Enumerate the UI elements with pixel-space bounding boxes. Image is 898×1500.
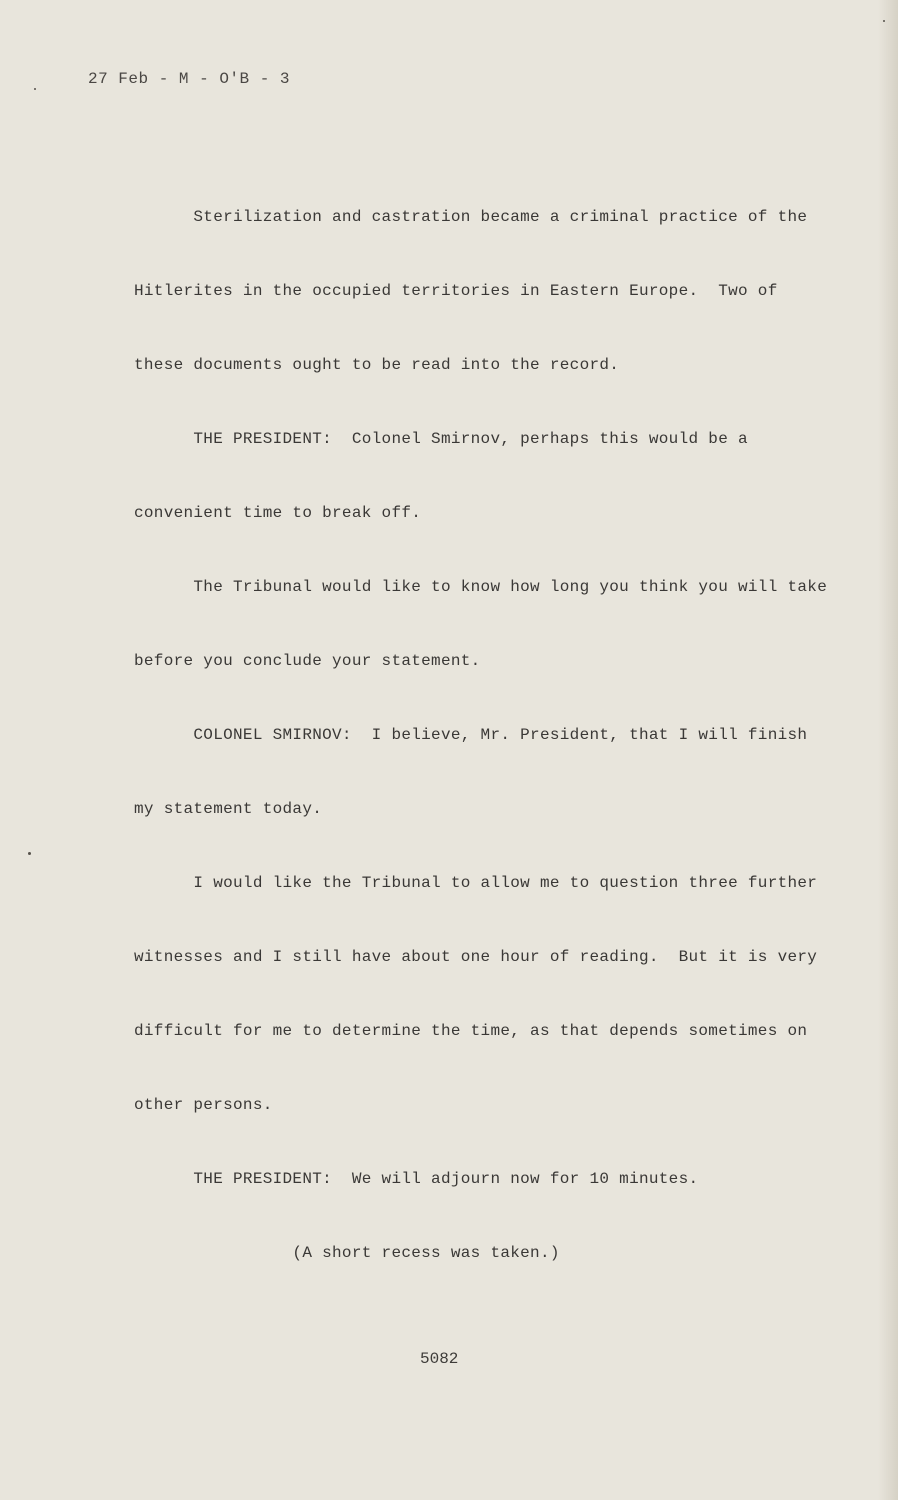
transcript-body xyxy=(134,162,828,1308)
page-number: 5082 xyxy=(420,1350,459,1368)
transcript-line: convenient time to break off. xyxy=(134,504,422,522)
transcript-line: before you conclude your statement. xyxy=(134,652,481,670)
paper-speck xyxy=(883,20,885,22)
transcript-line: COLONEL SMIRNOV: I believe, Mr. President, that I will finish xyxy=(134,726,808,744)
transcript-line: these documents ought to be read into the record. xyxy=(134,356,620,374)
transcript-line: THE PRESIDENT: Colonel Smirnov, perhaps this would be a xyxy=(134,430,748,448)
transcript-line: (A short recess was taken.) xyxy=(134,1244,560,1262)
transcript-line: difficult for me to determine the time, as that depends sometimes on xyxy=(134,1022,808,1040)
transcript-line: Hitlerites in the occupied territories in Eastern Europe. Two of xyxy=(134,282,778,300)
transcript-line: I would like the Tribunal to allow me to question three further xyxy=(134,874,818,892)
transcript-line: my statement today. xyxy=(134,800,323,818)
page-edge-shadow xyxy=(878,0,898,1500)
transcript-line: The Tribunal would like to know how long you think you will take xyxy=(134,578,828,596)
transcript-line: THE PRESIDENT: We will adjourn now for 10 minutes. xyxy=(134,1170,699,1188)
paper-speck xyxy=(28,852,31,855)
paper-speck xyxy=(34,88,36,90)
transcript-line: other persons. xyxy=(134,1096,273,1114)
transcript-line: Sterilization and castration became a criminal practice of the xyxy=(134,208,808,226)
page-reference-header: 27 Feb - M - O'B - 3 xyxy=(88,70,291,88)
transcript-line: witnesses and I still have about one hour of reading. But it is very xyxy=(134,948,818,966)
